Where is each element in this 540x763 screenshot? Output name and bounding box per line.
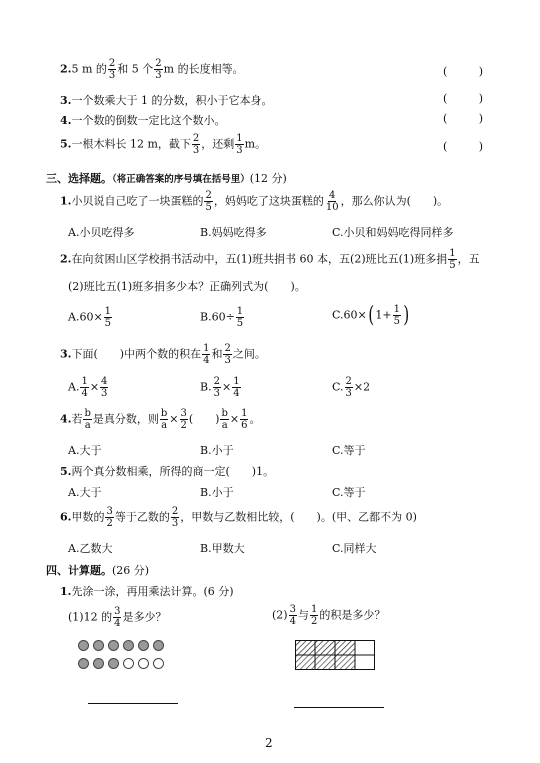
circle-shaded[interactable] [78,640,89,651]
option-b[interactable]: B.甲数大 [200,542,245,555]
question-number: 2. [60,62,72,76]
answer-line[interactable] [294,707,384,708]
circle-shaded[interactable] [93,640,104,651]
mc-q6: 6.甲数的 $\frac{3}{2}$ 等于乙数的 $\frac{2}{3}$ ，甲数与乙数相比较，( )。(甲、乙都不为 0) [60,506,417,529]
answer-parens[interactable]: ( ) [443,140,483,153]
option-c[interactable]: C.小贝和妈妈吃得同样多 [332,226,454,239]
mc-q2-line2: (2)班比五(1)班多捐多少本？正确列式为( )。 [68,280,306,293]
judge-q5: 5.一根木料长 12 m，截下 $\frac{2}{3}$ ，还剩 $\frac{1}{3}$ m。 [60,133,267,156]
option-a[interactable]: A.乙数大 [68,542,113,555]
section-title: 四、计算题。(26 分) [46,564,150,577]
calc-q1: 1.先涂一涂，再用乘法计算。(6 分) [60,585,234,598]
option-c[interactable]: C. $\frac{2}{3}$ ×2 [332,376,371,399]
circle-shaded[interactable] [138,640,149,651]
mc-q3: 3.下面( )中两个数的积在 $\frac{1}{4}$ 和 $\frac{2}{3}$ 之间。 [60,343,266,366]
mc-q1: 1.小贝说自己吃了一块蛋糕的 $\frac{2}{5}$ ，妈妈吃了这块蛋糕的 $\frac{4}{10}$ ，那么你认为( )。 [60,190,449,213]
option-b[interactable]: B.小于 [200,444,234,457]
option-c[interactable]: C.等于 [332,444,366,457]
option-a[interactable]: A.大于 [68,486,102,499]
option-a[interactable]: A.大于 [68,444,102,457]
fraction-grid[interactable] [295,640,375,670]
circle-shaded[interactable] [78,658,89,669]
option-c[interactable]: C.等于 [332,486,366,499]
option-b[interactable]: B.小于 [200,486,234,499]
circle-empty[interactable] [153,658,164,669]
option-a[interactable]: A.60× $\frac{1}{5}$ [68,306,112,329]
answer-parens[interactable]: ( ) [443,65,483,78]
circle-empty[interactable] [138,658,149,669]
calc-part1: (1)12 的 $\frac{3}{4}$ 是多少？ [68,606,167,629]
circle-shaded[interactable] [108,640,119,651]
fraction: $\frac{2}{3}$ [155,58,162,81]
circle-shaded[interactable] [93,658,104,669]
page-number: 2 [265,736,273,750]
judge-q4: 4.一个数的倒数一定比这个数小。 [60,114,226,127]
section-title: 三、选择题。（将正确答案的序号填在括号里）(12 分) [46,172,287,185]
circle-shaded[interactable] [153,640,164,651]
answer-parens[interactable]: ( ) [443,92,483,105]
circle-shaded[interactable] [123,640,134,651]
option-a[interactable]: A. $\frac{1}{4}$ × $\frac{4}{3}$ [68,376,108,399]
option-a[interactable]: A.小贝吃得多 [68,226,135,239]
option-b[interactable]: B.妈妈吃得多 [200,226,267,239]
answer-line[interactable] [88,703,178,704]
fraction: $\frac{2}{3}$ [108,58,116,81]
option-c[interactable]: C.60×(1+ $\frac{1}{5}$ ) [332,302,410,328]
mc-q2: 2.在向贫困山区学校捐书活动中，五(1)班共捐书 60 本，五(2)班比五(1)班多捐 $\frac{1}{5}$ ，五 [60,248,480,271]
option-b[interactable]: B.60÷ $\frac{1}{5}$ [200,306,244,329]
mc-q4: 4.若 $\frac{b}{a}$ 是真分数，则 $\frac{b}{a}$ × $\frac{3}{2}$ ( ) $\frac{b}{a}$ × $\frac{1}{6}$ 。 [60,408,261,431]
answer-parens[interactable]: ( ) [443,112,483,125]
judge-q3: 3.一个数乘大于 1 的分数，积小于它本身。 [60,94,273,107]
judge-q2: 2.5 m 的 $\frac{2}{3}$ 和 5 个 $\frac{2}{3}$ m 的长度相等。 [60,58,244,81]
calc-part2: (2) $\frac{3}{4}$ 与 $\frac{1}{2}$ 的积是多少？ [272,604,386,627]
mc-q5: 5.两个真分数相乘，所得的商一定( )1。 [60,465,275,478]
option-c[interactable]: C.同样大 [332,542,377,555]
circle-shaded[interactable] [108,658,119,669]
option-b[interactable]: B. $\frac{2}{3}$ × $\frac{1}{4}$ [200,376,240,399]
circle-empty[interactable] [123,658,134,669]
